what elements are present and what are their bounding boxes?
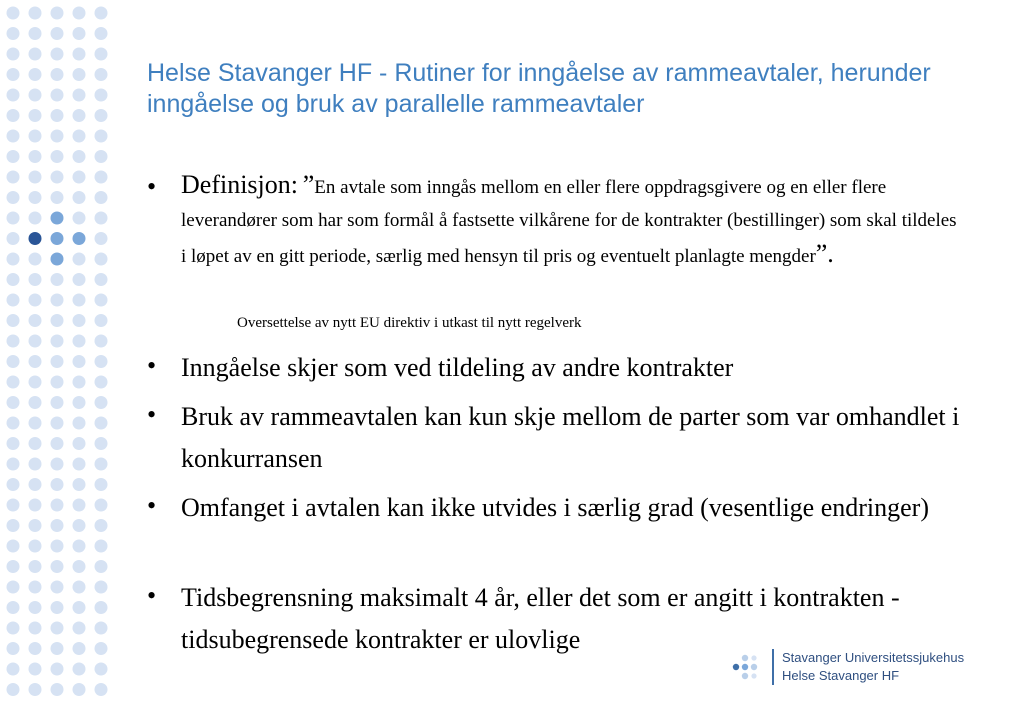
- decorative-dot: [51, 48, 64, 61]
- decorative-dot: [7, 540, 20, 553]
- decorative-dot: [73, 253, 86, 266]
- bullet-marker: •: [147, 351, 157, 380]
- decorative-dot: [95, 232, 108, 245]
- decorative-dot: [95, 7, 108, 20]
- decorative-dot: [29, 130, 42, 143]
- decorative-dot: [51, 376, 64, 389]
- decorative-dot: [7, 48, 20, 61]
- decorative-dot: [51, 478, 64, 491]
- decorative-dot: [95, 519, 108, 532]
- decorative-dot: [7, 478, 20, 491]
- decorative-dot: [95, 458, 108, 471]
- decorative-dot: [95, 642, 108, 655]
- decorative-dot: [29, 273, 42, 286]
- decorative-dot: [73, 540, 86, 553]
- decorative-dot: [51, 253, 64, 266]
- hospital-logo: [732, 646, 992, 690]
- decorative-dot: [73, 519, 86, 532]
- decorative-dot: [29, 150, 42, 163]
- decorative-dot: [95, 130, 108, 143]
- decorative-dot: [29, 232, 42, 245]
- decorative-dot: [51, 601, 64, 614]
- bullet-text: Bruk av rammeavtalen kan kun skje mellom de parter som var omhandlet i konkurransen: [181, 402, 960, 473]
- decorative-dot: [29, 253, 42, 266]
- decorative-dot: [7, 150, 20, 163]
- decorative-dot: [95, 478, 108, 491]
- decorative-dot: [51, 7, 64, 20]
- decorative-dot: [29, 191, 42, 204]
- decorative-dot: [51, 417, 64, 430]
- logo-divider: [772, 649, 774, 685]
- decorative-dot: [29, 519, 42, 532]
- decorative-dot: [51, 130, 64, 143]
- decorative-dot: [7, 519, 20, 532]
- decorative-dot: [29, 396, 42, 409]
- decorative-dot: [73, 109, 86, 122]
- quote-close-mark: ”.: [815, 239, 834, 268]
- decorative-dot: [51, 642, 64, 655]
- decorative-dot: [7, 458, 20, 471]
- decorative-dot: [51, 458, 64, 471]
- decorative-dot: [7, 130, 20, 143]
- decorative-dot: [73, 7, 86, 20]
- decorative-dot: [73, 355, 86, 368]
- logo-text-line-2: Helse Stavanger HF: [782, 668, 900, 683]
- decorative-dot: [51, 150, 64, 163]
- decorative-dot: [95, 417, 108, 430]
- decorative-dot: [29, 601, 42, 614]
- decorative-dot: [51, 232, 64, 245]
- decorative-dot: [95, 273, 108, 286]
- decorative-dot: [7, 294, 20, 307]
- decorative-dot: [95, 540, 108, 553]
- decorative-dot: [95, 560, 108, 573]
- decorative-dot: [29, 437, 42, 450]
- decorative-dot: [7, 314, 20, 327]
- decorative-dot: [7, 27, 20, 40]
- decorative-dot: [29, 683, 42, 696]
- decorative-dot: [73, 683, 86, 696]
- decorative-dot: [73, 396, 86, 409]
- decorative-dot: [73, 191, 86, 204]
- decorative-dot: [51, 109, 64, 122]
- decorative-dot: [7, 622, 20, 635]
- decorative-dot-pattern: [0, 0, 115, 708]
- logo-dots-icon: [732, 648, 766, 686]
- decorative-dot: [73, 437, 86, 450]
- decorative-dot: [51, 622, 64, 635]
- decorative-dot: [95, 68, 108, 81]
- decorative-dot: [95, 109, 108, 122]
- decorative-dot: [51, 683, 64, 696]
- decorative-dot: [51, 273, 64, 286]
- decorative-dot: [73, 560, 86, 573]
- source-note: Oversettelse av nytt EU direktiv i utkast til nytt regelverk: [237, 315, 582, 331]
- decorative-dot: [7, 355, 20, 368]
- decorative-dot: [29, 314, 42, 327]
- decorative-dot: [29, 27, 42, 40]
- decorative-dot: [7, 171, 20, 184]
- decorative-dot: [29, 109, 42, 122]
- decorative-dot: [29, 48, 42, 61]
- bullet-marker: •: [147, 172, 157, 201]
- decorative-dot: [7, 581, 20, 594]
- decorative-dot: [29, 540, 42, 553]
- decorative-dot: [7, 396, 20, 409]
- decorative-dot: [7, 417, 20, 430]
- decorative-dot: [51, 540, 64, 553]
- decorative-dot: [29, 458, 42, 471]
- decorative-dot: [7, 232, 20, 245]
- decorative-dot: [95, 355, 108, 368]
- decorative-dot: [73, 130, 86, 143]
- decorative-dot: [73, 314, 86, 327]
- decorative-dot: [73, 458, 86, 471]
- decorative-dot: [73, 601, 86, 614]
- decorative-dot: [73, 232, 86, 245]
- decorative-dot: [29, 7, 42, 20]
- decorative-dot: [73, 642, 86, 655]
- decorative-dot: [29, 499, 42, 512]
- decorative-dot: [51, 314, 64, 327]
- decorative-dot: [29, 560, 42, 573]
- decorative-dot: [73, 376, 86, 389]
- decorative-dot: [7, 191, 20, 204]
- decorative-dot: [95, 437, 108, 450]
- decorative-dot: [51, 437, 64, 450]
- decorative-dot: [29, 335, 42, 348]
- decorative-dot: [95, 89, 108, 102]
- decorative-dot: [7, 601, 20, 614]
- decorative-dot: [29, 376, 42, 389]
- decorative-dot: [95, 335, 108, 348]
- bullet-marker: •: [147, 491, 157, 520]
- decorative-dot: [7, 335, 20, 348]
- decorative-dot: [29, 478, 42, 491]
- decorative-dot: [73, 273, 86, 286]
- definition-text: [181, 168, 961, 273]
- bullet-text: Inngåelse skjer som ved tildeling av andre kontrakter: [181, 353, 734, 382]
- decorative-dot: [95, 294, 108, 307]
- decorative-dot: [51, 581, 64, 594]
- bullet-text: Omfanget i avtalen kan ikke utvides i særlig grad (vesentlige endringer): [181, 493, 929, 522]
- decorative-dot: [95, 622, 108, 635]
- decorative-dot: [95, 212, 108, 225]
- definition-body: En avtale som inngås mellom en eller flere oppdragsgivere og en eller flere leverandører som har som formål å fastsette vilkårene for de kontrakter (bestillinger) som skal tildeles i løpet av en gitt periode, særlig med hensyn til pris og eventuelt planlagte mengder: [181, 177, 957, 267]
- decorative-dot: [29, 417, 42, 430]
- decorative-dot: [29, 171, 42, 184]
- decorative-dot: [73, 27, 86, 40]
- decorative-dot: [51, 212, 64, 225]
- bullet-marker: •: [147, 581, 157, 610]
- slide-title: Helse Stavanger HF - Rutiner for inngåelse av rammeavtaler, herunder inngåelse og bruk av parallelle rammeavtaler: [147, 59, 931, 118]
- decorative-dot: [73, 478, 86, 491]
- decorative-dot: [95, 48, 108, 61]
- decorative-dot: [7, 376, 20, 389]
- decorative-dot: [51, 396, 64, 409]
- decorative-dot: [95, 150, 108, 163]
- decorative-dot: [29, 68, 42, 81]
- decorative-dot: [95, 663, 108, 676]
- decorative-dot: [51, 171, 64, 184]
- decorative-dot: [51, 519, 64, 532]
- decorative-dot: [7, 7, 20, 20]
- decorative-dot: [51, 355, 64, 368]
- logo-text-line-1: Stavanger Universitetssjukehus: [782, 650, 965, 665]
- bullet-marker: •: [147, 400, 157, 429]
- decorative-dot: [73, 622, 86, 635]
- decorative-dot: [7, 68, 20, 81]
- decorative-dot: [51, 89, 64, 102]
- decorative-dot: [73, 150, 86, 163]
- decorative-dot: [29, 663, 42, 676]
- decorative-dot: [73, 417, 86, 430]
- decorative-dot: [51, 335, 64, 348]
- decorative-dot: [73, 335, 86, 348]
- quote-open-mark: ”: [302, 170, 315, 199]
- decorative-dot: [7, 273, 20, 286]
- decorative-dot: [29, 355, 42, 368]
- decorative-dot: [7, 89, 20, 102]
- decorative-dot: [73, 68, 86, 81]
- decorative-dot: [95, 499, 108, 512]
- decorative-dot: [7, 109, 20, 122]
- decorative-dot: [7, 683, 20, 696]
- definition-label: Definisjon:: [181, 170, 298, 199]
- decorative-dot: [29, 89, 42, 102]
- decorative-dot: [29, 642, 42, 655]
- decorative-dot: [73, 212, 86, 225]
- decorative-dot: [73, 663, 86, 676]
- decorative-dot: [95, 27, 108, 40]
- decorative-dot: [29, 294, 42, 307]
- decorative-dot: [7, 437, 20, 450]
- decorative-dot: [73, 89, 86, 102]
- decorative-dot: [73, 294, 86, 307]
- decorative-dot: [95, 171, 108, 184]
- decorative-dot: [95, 601, 108, 614]
- decorative-dot: [95, 191, 108, 204]
- decorative-dot: [7, 499, 20, 512]
- bullet-text: Tidsbegrensning maksimalt 4 år, eller det som er angitt i kontrakten - tidsubegrensede kontrakter er ulovlige: [181, 583, 900, 654]
- decorative-dot: [73, 499, 86, 512]
- decorative-dot: [95, 376, 108, 389]
- decorative-dot: [51, 68, 64, 81]
- decorative-dot: [7, 253, 20, 266]
- decorative-dot: [95, 581, 108, 594]
- decorative-dot: [51, 663, 64, 676]
- decorative-dot: [29, 622, 42, 635]
- decorative-dot: [29, 212, 42, 225]
- decorative-dot: [95, 683, 108, 696]
- decorative-dot: [51, 499, 64, 512]
- decorative-dot: [7, 663, 20, 676]
- decorative-dot: [7, 212, 20, 225]
- decorative-dot: [51, 191, 64, 204]
- decorative-dot: [95, 314, 108, 327]
- decorative-dot: [7, 560, 20, 573]
- decorative-dot: [95, 253, 108, 266]
- decorative-dot: [73, 581, 86, 594]
- decorative-dot: [51, 560, 64, 573]
- decorative-dot: [51, 27, 64, 40]
- decorative-dot: [95, 396, 108, 409]
- decorative-dot: [73, 171, 86, 184]
- decorative-dot: [29, 581, 42, 594]
- decorative-dot: [7, 642, 20, 655]
- decorative-dot: [73, 48, 86, 61]
- decorative-dot: [51, 294, 64, 307]
